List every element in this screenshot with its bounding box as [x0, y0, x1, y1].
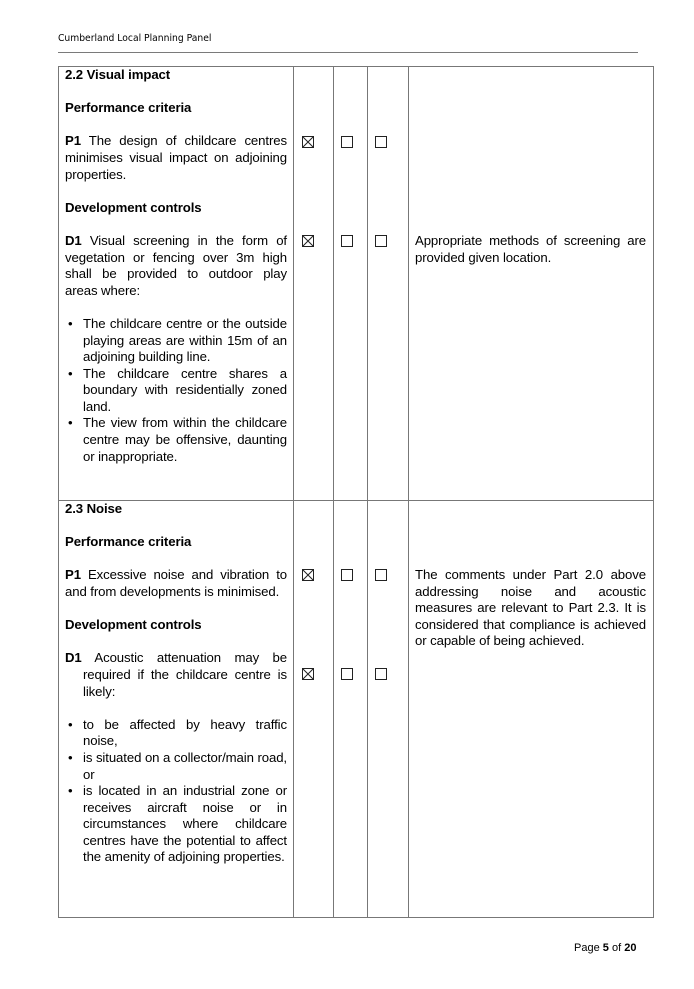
section-heading: 2.2 Visual impact: [65, 67, 171, 82]
x-mark-icon: [303, 137, 313, 147]
checkbox-no[interactable]: [341, 136, 353, 148]
checkbox-na[interactable]: [375, 668, 387, 680]
checkbox-na[interactable]: [375, 569, 387, 581]
list-item: • The view from within the childcare centre may be offensive, daunting or inappropriate.: [65, 415, 287, 465]
x-mark-icon: [303, 236, 313, 246]
section-visual-impact: [65, 67, 287, 465]
list-item: • is situated on a collector/main road, or: [65, 750, 287, 783]
section-noise: [65, 501, 287, 866]
p1-code: P1: [65, 133, 81, 149]
checkbox-na[interactable]: [375, 136, 387, 148]
d1-text: Visual screening in the form of vegetation or fencing over 3m high shall be provided to outdoor play areas where:: [65, 232, 287, 298]
d1-control: [65, 650, 287, 700]
column-divider: [367, 66, 368, 917]
document-header: Cumberland Local Planning Panel: [58, 33, 212, 44]
checkbox-no[interactable]: [341, 668, 353, 680]
column-divider: [333, 66, 334, 917]
checkbox-yes-checked[interactable]: [302, 136, 314, 148]
header-rule: [58, 52, 638, 53]
checkbox-na[interactable]: [375, 235, 387, 247]
column-divider: [293, 66, 294, 917]
development-controls-heading: Development controls: [65, 617, 202, 633]
d1-code: D1: [65, 232, 82, 248]
column-divider: [408, 66, 409, 917]
checkbox-yes-checked[interactable]: [302, 569, 314, 581]
p1-criterion: [65, 567, 287, 600]
page-label: Page: [574, 942, 600, 954]
comment-noise: The comments under Part 2.0 above addressing noise and acoustic measures are relevant to Part 2.3. It is considered that compliance is achieved or capable of being achieved.: [415, 567, 646, 649]
d1-bullet-list: [65, 316, 287, 465]
d1-text: Acoustic attenuation may be required if the childcare centre is likely:: [81, 650, 287, 699]
d1-code: D1: [65, 650, 82, 666]
list-item: • is located in an industrial zone or receives aircraft noise or in circumstances where childcare centres have the potential to affect the amenity of adjoining properties.: [65, 783, 287, 866]
performance-criteria-heading: Performance criteria: [65, 534, 192, 550]
page-number: 5: [602, 942, 609, 954]
list-item: • The childcare centre shares a boundary with residentially zoned land.: [65, 366, 287, 416]
p1-text: Excessive noise and vibration to and from developments is minimised.: [65, 567, 287, 599]
checkbox-no[interactable]: [341, 235, 353, 247]
section-heading: 2.3 Noise: [65, 501, 123, 516]
of-label: of: [611, 942, 622, 954]
page-footer: [574, 942, 636, 954]
d1-bullet-list: [65, 717, 287, 866]
x-mark-icon: [303, 669, 313, 679]
list-item: • to be affected by heavy traffic noise,: [65, 717, 287, 750]
checkbox-yes-checked[interactable]: [302, 668, 314, 680]
checkbox-no[interactable]: [341, 569, 353, 581]
checkbox-yes-checked[interactable]: [302, 235, 314, 247]
compliance-table: [58, 66, 653, 917]
d1-control: [65, 233, 287, 299]
p1-criterion: [65, 133, 287, 183]
comment-visual-impact: Appropriate methods of screening are provided given location.: [415, 233, 646, 265]
p1-code: P1: [65, 567, 81, 583]
p1-text: The design of childcare centres minimises visual impact on adjoining properties.: [65, 133, 287, 182]
x-mark-icon: [303, 570, 313, 580]
page-total: 20: [624, 942, 637, 954]
performance-criteria-heading: Performance criteria: [65, 100, 192, 116]
development-controls-heading: Development controls: [65, 199, 202, 215]
list-item: • The childcare centre or the outside playing areas are within 15m of an adjoining building line.: [65, 316, 287, 366]
